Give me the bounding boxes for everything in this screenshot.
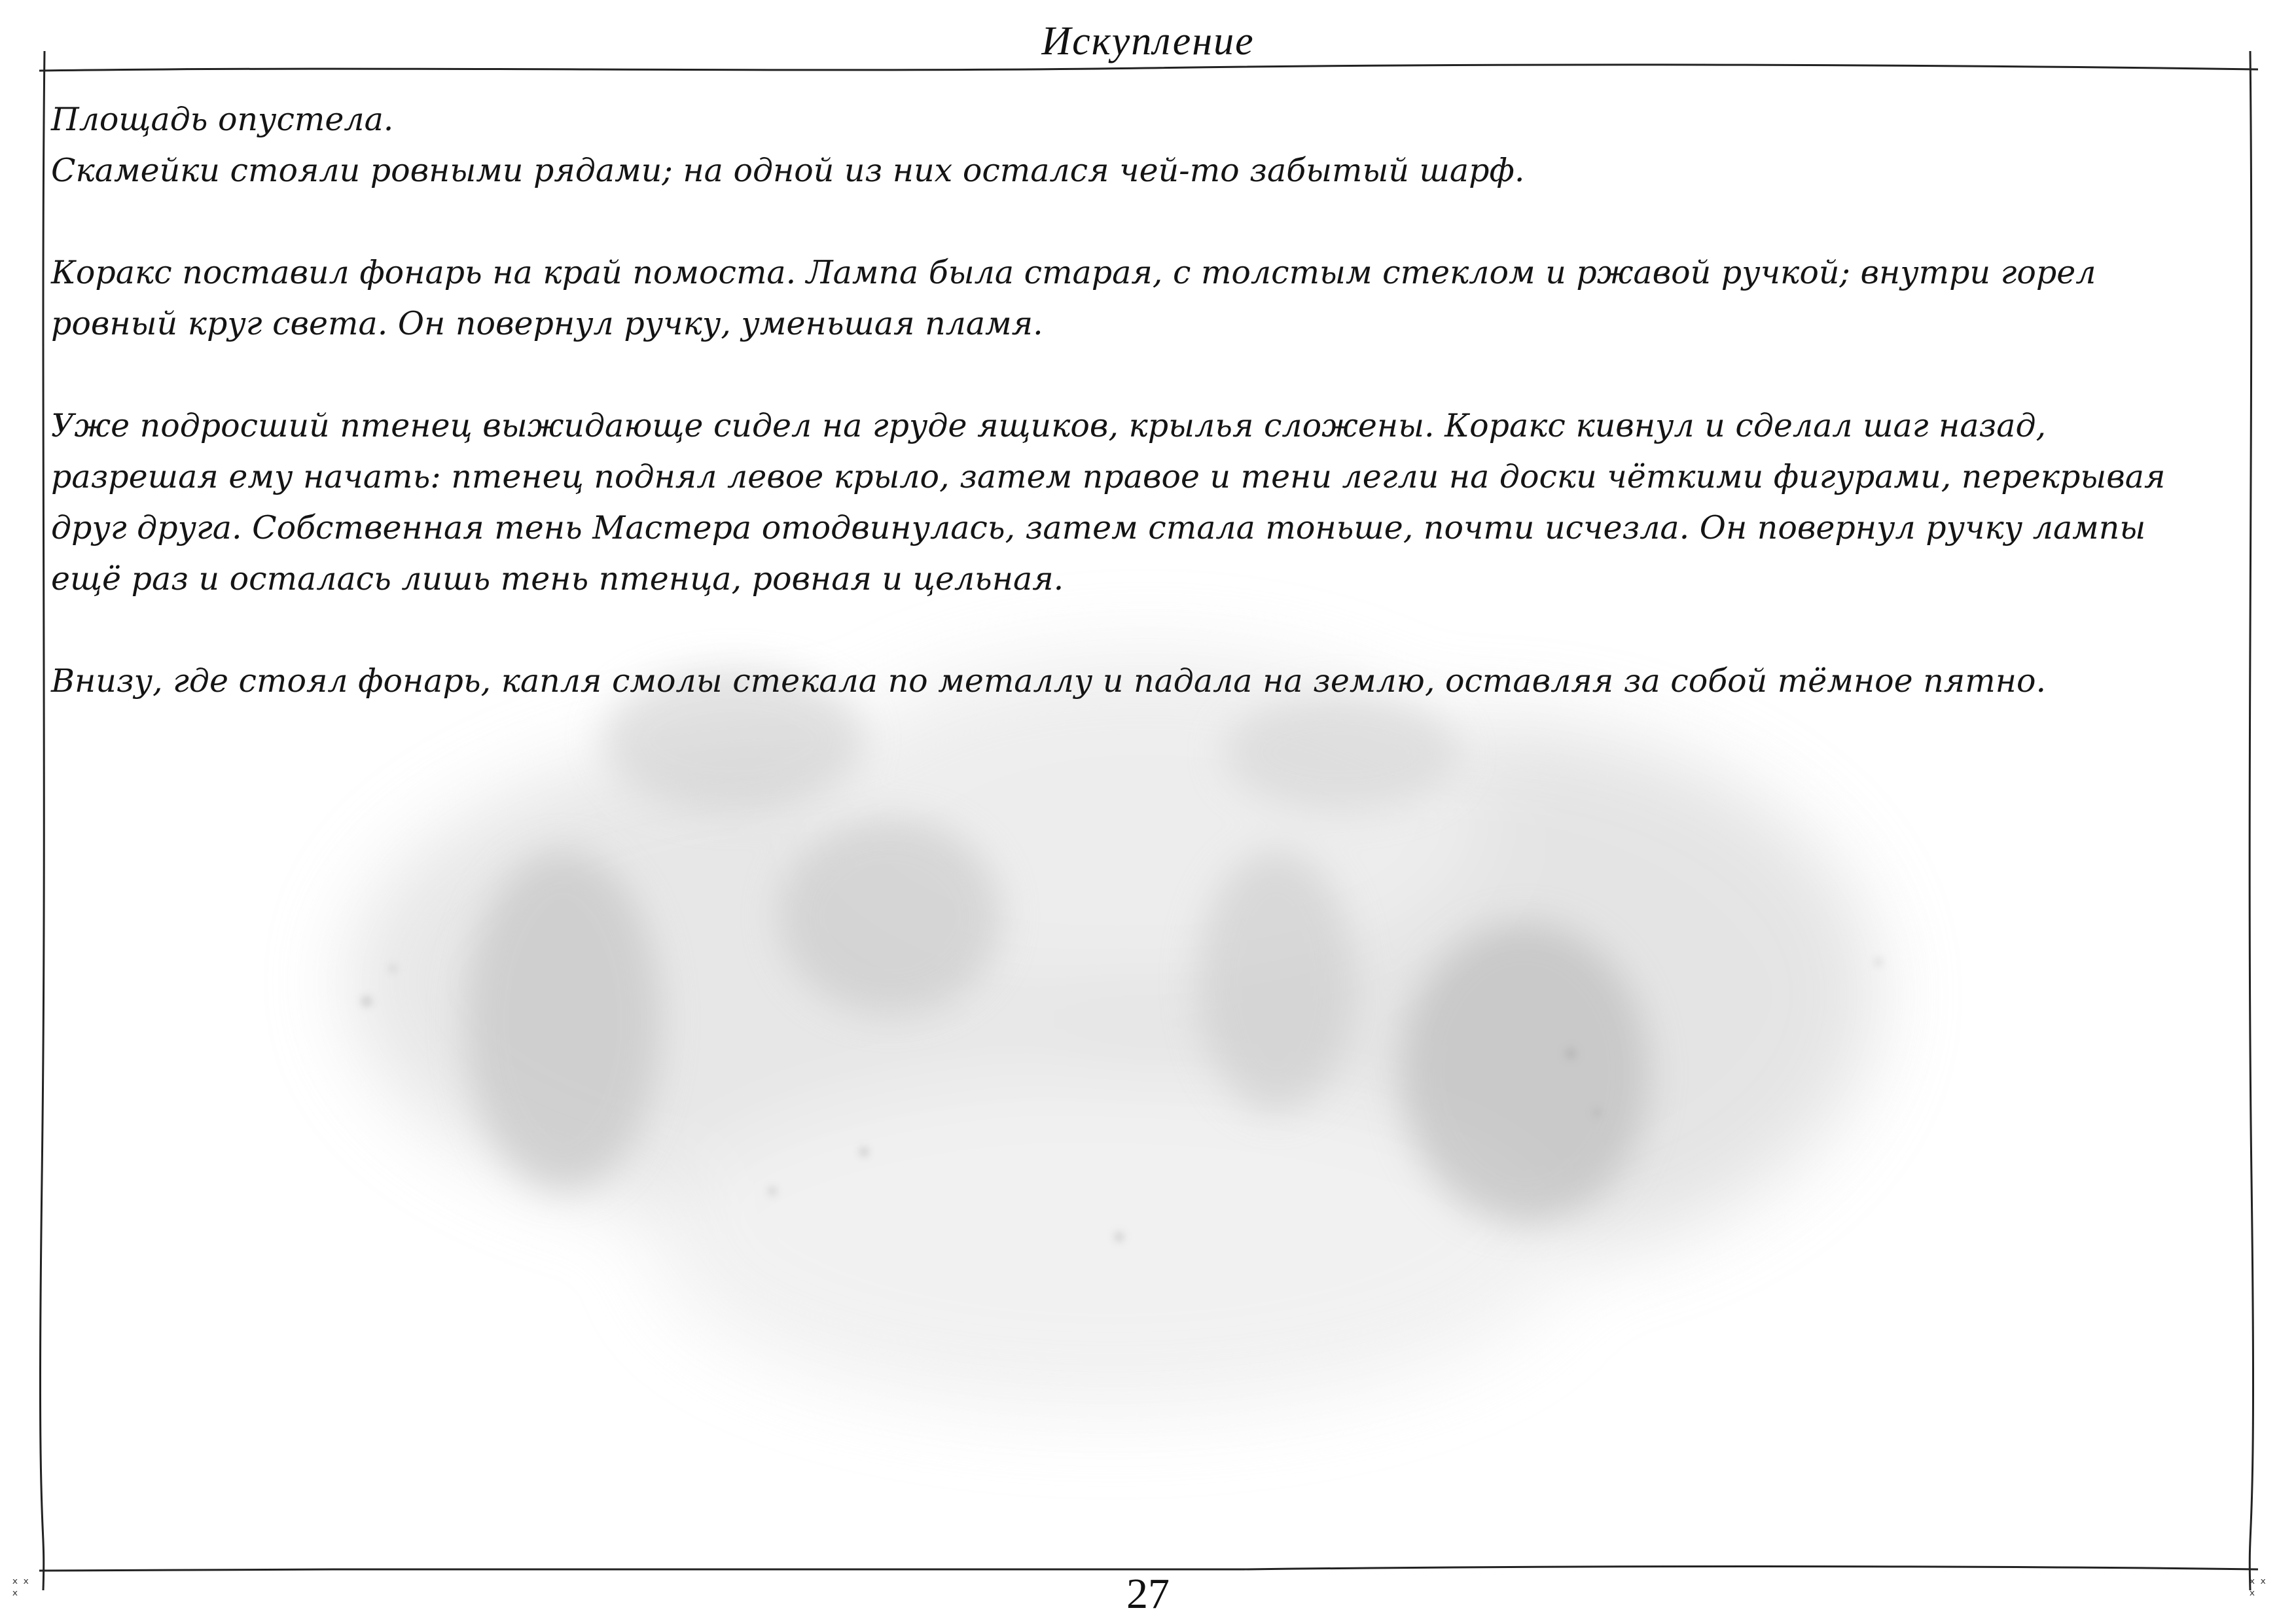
right-rule — [2250, 51, 2253, 1590]
paragraph-line: ровный круг света. Он повернул ручку, уменьшая пламя. — [51, 305, 1043, 342]
paragraph-4 — [51, 656, 2237, 707]
page-title: Искупление — [1041, 19, 1255, 63]
corner-mark-right: ˣ ˣ ˣ — [2249, 1576, 2267, 1604]
left-rule — [40, 51, 45, 1590]
paragraph-line: Площадь опустела. — [51, 101, 394, 138]
paragraph-line: друг друга. Собственная тень Мастера отодвинулась, затем стала тоньше, почти исчезла. Он повернул ручку лампы — [51, 509, 2146, 546]
top-rule — [39, 65, 2258, 71]
paragraph-line: ещё раз и осталась лишь тень птенца, ровная и цельная. — [51, 560, 1064, 597]
paragraph-line: разрешая ему начать: птенец поднял левое крыло, затем правое и тени легли на доски чёткими фигурами, перекрывая — [51, 458, 2166, 495]
paragraph-line: Уже подросший птенец выжидающе сидел на груде ящиков, крылья сложены. Коракс кивнул и сделал шаг назад, — [51, 407, 2047, 444]
corner-mark-left: ˣ ˣ ˣ — [12, 1576, 29, 1604]
paragraph-line: Коракс поставил фонарь на край помоста. Лампа была старая, с толстым стеклом и ржавой ручкой; внутри горел — [51, 254, 2096, 291]
paragraph-2 — [51, 247, 2237, 349]
story-text — [51, 94, 2237, 758]
paragraph-3 — [51, 401, 2237, 605]
paragraph-line: Внизу, где стоял фонарь, капля смолы стекала по металлу и падала на землю, оставляя за собой тёмное пятно. — [51, 662, 2047, 700]
paragraph-1 — [51, 94, 2237, 196]
page-number: 27 — [1126, 1570, 1170, 1618]
paragraph-line: Скамейки стояли ровными рядами; на одной из них остался чей-то забытый шарф. — [51, 152, 1525, 189]
